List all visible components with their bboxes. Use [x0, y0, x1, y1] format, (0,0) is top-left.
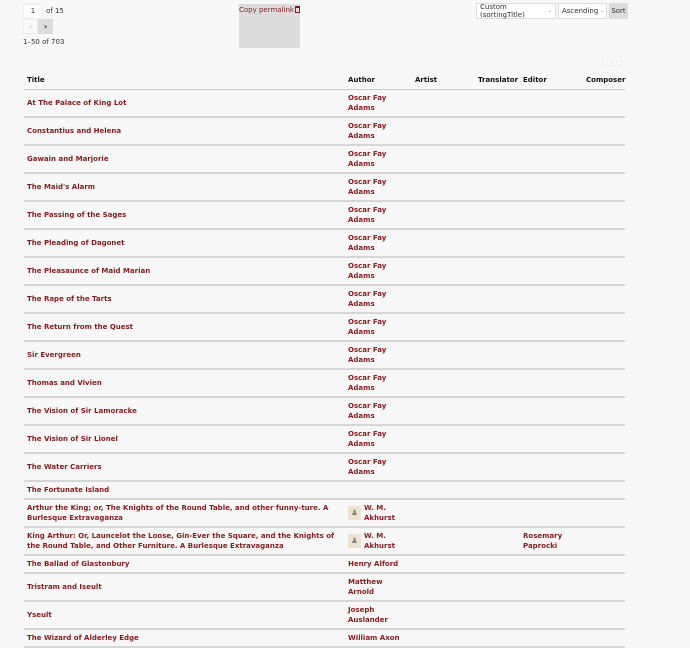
title-link[interactable]: The Ballad of Glastonbury	[24, 555, 345, 573]
table-row	[24, 229, 625, 257]
chevron-right-icon: ›	[616, 58, 619, 65]
page-count: of 15	[46, 7, 64, 15]
title-link[interactable]: The Maid's Alarm	[24, 173, 345, 201]
pagination	[23, 4, 64, 46]
title-link[interactable]: The Vision of Sir Lamoracke	[24, 397, 345, 425]
chevron-down-icon: ⌄	[547, 8, 552, 14]
table-row	[24, 481, 625, 499]
author-link[interactable]: Oscar Fay Adams	[345, 117, 412, 145]
col-header-editor[interactable]: Editor	[520, 72, 583, 89]
sort-bar	[476, 3, 628, 19]
table-row	[24, 285, 625, 313]
col-header-artist[interactable]: Artist	[412, 72, 475, 89]
title-link[interactable]: The Rape of the Tarts	[24, 285, 345, 313]
title-link[interactable]: The Pleading of Dagonet	[24, 229, 345, 257]
author-link[interactable]: Oscar Fay Adams	[345, 229, 412, 257]
author-link[interactable]: Oscar Fay Adams	[345, 173, 412, 201]
table-row	[24, 173, 625, 201]
title-link[interactable]: The Pleasaunce of Maid Marian	[24, 257, 345, 285]
author-link[interactable]: Oscar Fay Adams	[345, 369, 412, 397]
author-link[interactable]: Oscar Fay Adams	[345, 257, 412, 285]
prev-page-button[interactable]	[23, 19, 38, 34]
author-link[interactable]: Oscar Fay Adams	[345, 397, 412, 425]
table-row	[24, 499, 625, 527]
table-row	[24, 257, 625, 285]
author-link[interactable]: William Axon	[345, 629, 412, 647]
title-link[interactable]: Sir Evergreen	[24, 341, 345, 369]
table-row	[24, 425, 625, 453]
title-link[interactable]: The Water Carriers	[24, 453, 345, 481]
table-row	[24, 601, 625, 629]
table-row	[24, 313, 625, 341]
table-row	[24, 453, 625, 481]
table-row	[24, 527, 625, 555]
sort-button[interactable]: Sort	[609, 3, 628, 19]
table-row	[24, 117, 625, 145]
sort-order-value: Ascending	[562, 7, 599, 15]
author-link[interactable]: Henry Alford	[345, 555, 412, 573]
title-link[interactable]: Thomas and Vivien	[24, 369, 345, 397]
col-header-composer[interactable]: Composer	[583, 72, 625, 89]
scroll-left-button[interactable]	[603, 57, 612, 66]
sort-order-select[interactable]	[558, 3, 607, 19]
table-header-row	[24, 72, 625, 89]
sort-field-value: Custom (sortingTitle)	[480, 3, 525, 19]
title-link[interactable]: The Return from the Quest	[24, 313, 345, 341]
author-link[interactable]: Oscar Fay Adams	[345, 341, 412, 369]
table-row	[24, 89, 625, 117]
table-row	[24, 397, 625, 425]
scroll-right-button[interactable]	[613, 57, 622, 66]
author-link[interactable]: Oscar Fay Adams	[345, 89, 412, 117]
title-link[interactable]: Arthur the King; or, The Knights of the Round Table, and other funny-ture. A Burlesque Extravaganza	[24, 499, 345, 527]
table-row	[24, 201, 625, 229]
sort-field-select[interactable]	[476, 3, 556, 19]
author-link[interactable]: Joseph Auslander	[345, 601, 412, 629]
chevron-right-icon: ›	[43, 22, 48, 31]
col-header-translator[interactable]: Translator	[475, 72, 520, 89]
copy-permalink-label: Copy permalink	[239, 6, 294, 14]
title-link[interactable]: The Passing of the Sages	[24, 201, 345, 229]
title-link[interactable]: Yseult	[24, 601, 345, 629]
col-header-author[interactable]: Author	[345, 72, 412, 89]
author-link[interactable]: W. M. Akhurst	[364, 531, 396, 550]
title-link[interactable]: The Fortunate Island	[24, 481, 345, 499]
author-link[interactable]: Matthew Arnold	[345, 573, 412, 601]
table-row	[24, 555, 625, 573]
next-page-button[interactable]	[38, 19, 53, 34]
title-link[interactable]: The Wizard of Alderley Edge	[24, 629, 345, 647]
author-link[interactable]: Oscar Fay Adams	[345, 145, 412, 173]
copy-permalink-button[interactable]	[239, 4, 300, 48]
author-link[interactable]: Oscar Fay Adams	[345, 285, 412, 313]
table-row	[24, 145, 625, 173]
chevron-left-icon: ‹	[28, 22, 33, 31]
table-row	[24, 341, 625, 369]
author-link[interactable]: W. M. Akhurst	[364, 503, 396, 522]
title-link[interactable]: King Arthur: Or, Launcelot the Loose, Gin-Ever the Square, and the Knights of the Round Table, and Other Furniture. A Burlesque Extravaganza	[24, 527, 345, 555]
chevron-left-icon: ‹	[606, 58, 609, 65]
editor-link[interactable]: Rosemary Paprocki	[520, 527, 583, 555]
results-table	[24, 72, 625, 648]
title-link[interactable]: Tristram and Iseult	[24, 573, 345, 601]
title-link[interactable]: The Vision of Sir Lionel	[24, 425, 345, 453]
result-range: 1–50 of 703	[23, 38, 65, 46]
col-header-title[interactable]: Title	[24, 72, 345, 89]
author-portrait-icon: ♟	[348, 506, 361, 520]
chevron-down-icon: ⌄	[600, 8, 605, 14]
author-link[interactable]: Oscar Fay Adams	[345, 425, 412, 453]
author-portrait-icon: ♟	[348, 534, 361, 548]
title-link[interactable]: Constantius and Helena	[24, 117, 345, 145]
table-row	[24, 629, 625, 647]
table-row	[24, 573, 625, 601]
page-number-input[interactable]	[23, 4, 43, 18]
table-scroll-nav	[603, 57, 622, 66]
title-link[interactable]: Gawain and Marjorie	[24, 145, 345, 173]
author-link[interactable]: Oscar Fay Adams	[345, 201, 412, 229]
table-row	[24, 369, 625, 397]
clipboard-icon	[295, 6, 300, 13]
author-link[interactable]: Oscar Fay Adams	[345, 453, 412, 481]
author-link[interactable]: Oscar Fay Adams	[345, 313, 412, 341]
title-link[interactable]: At The Palace of King Lot	[24, 89, 345, 117]
